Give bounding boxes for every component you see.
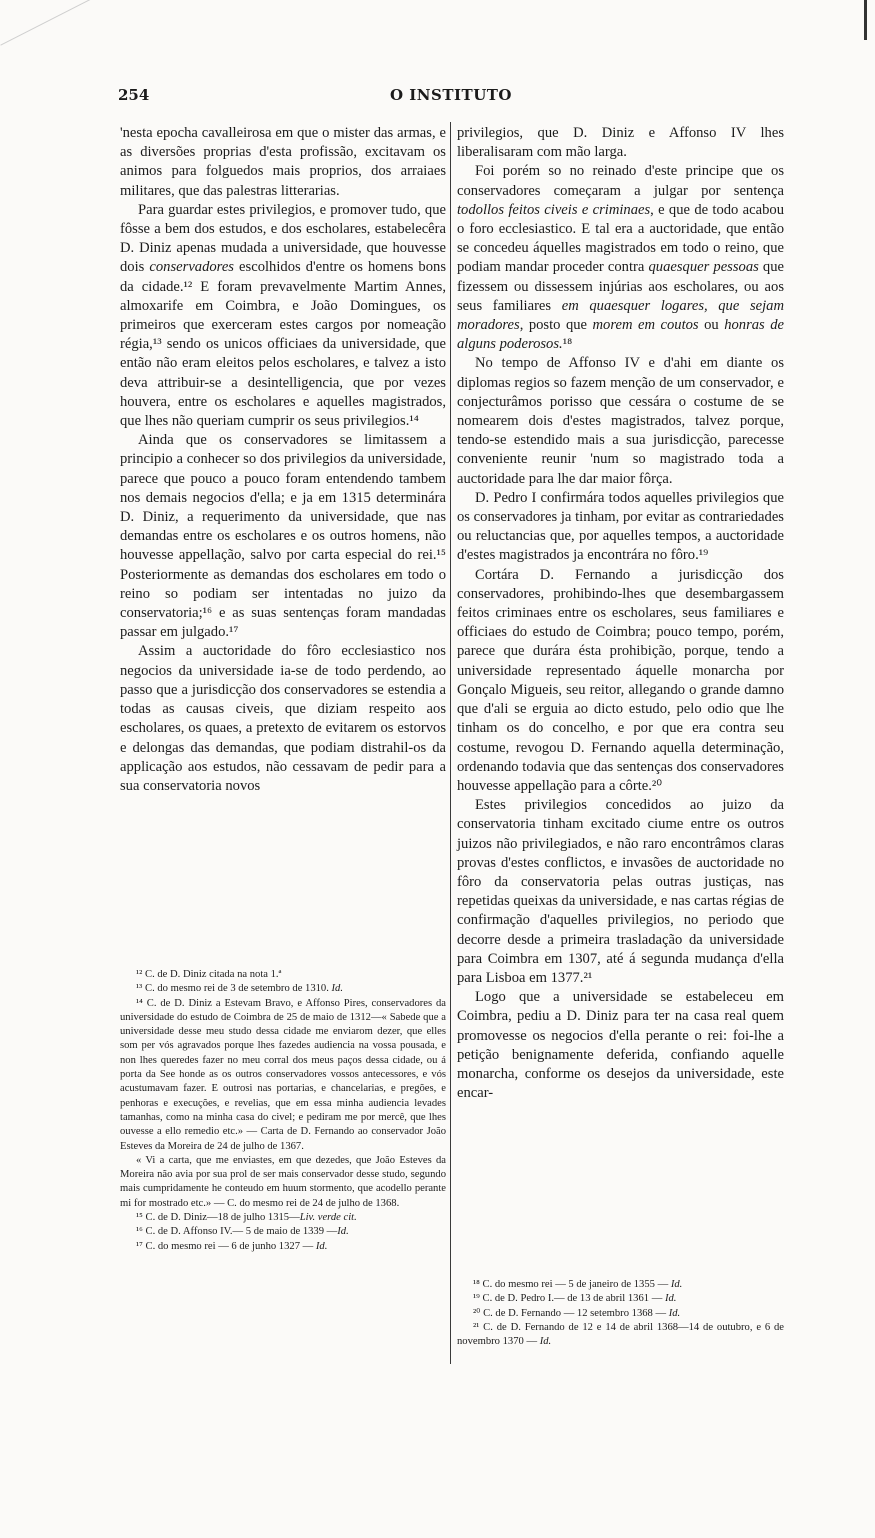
running-title: O INSTITUTO xyxy=(390,86,512,104)
paragraph: Logo que a universidade se estabeleceu em Coimbra, pediu a D. Diniz para ter na casa real quem promovesse os negocios d'ella perante o rei: foi-lhe a petição benignamente deferida, confiando aquelle monarcha, conforme os desejos da universidade, este encar- xyxy=(457,989,784,1102)
column-divider xyxy=(450,122,451,1364)
running-header xyxy=(118,86,784,108)
edge-mark xyxy=(864,0,867,40)
footnote: ¹³ C. do mesmo rei de 3 de setembro de 1310. Id. xyxy=(136,983,344,995)
page-number: 254 xyxy=(118,86,150,104)
paragraph: Estes privilegios concedidos ao juizo da conservatoria tinham excitado ciume entre os outros juizos não privilegiados, e não raro encontrâmos claras provas d'estes conflictos, e invasões de auctoridade no fôro da conservatoria pelas outras justiças, nas repetidas queixas da universidade, e nas cartas régias de confirmação d'aquelles privilegios, no periodo que decorre desde a primeira trasladação da universidade para Coimbra em 1307, até á segunda mudança d'ella para Lisboa em 1377.²¹ xyxy=(457,797,785,986)
paragraph: Ainda que os conservadores se limitassem a principio a conhecer so dos privilegios da universidade, parece que pouco a pouco foram entendendo tambem nos demais negocios d'ella; e ja em 1315 determinára D. Diniz, a requerimento da universidade, que nas demandas entre os escholares e os outros homens, não houvesse appellação, salvo por carta especial do rei.¹⁵ Posteriormente as demandas dos escholares em todo o reino so podiam ser intentadas no juizo da conservatoria;¹⁶ e as suas sentenças foram mandadas passar em julgado.¹⁷ xyxy=(120,432,446,641)
paragraph: Para guardar estes privilegios, e promover tudo, que fôsse a bem dos estudos, e dos escholares, estabelecêra D. Diniz apenas mudada a universidade, que houvesse dois conservadores escolhidos d'entre os homens bons da cidade.¹² E foram prevavelmente Martim Annes, almoxarife em Coimbra, e João Domingues, os primeiros que exerceram estes cargos por nomeação régia,¹³ sendo os unicos officiaes da universidade, que então não eram eleitos pelos escholares, e talvez a isto deva attribuir-se a desintelligencia, que por vezes houvera, entre os escholares e aquelles magistrados, que lhes não queriam cumprir os seus privilegios.¹⁴ xyxy=(120,201,446,430)
paragraph: Assim a auctoridade do fôro ecclesiastico nos negocios da universidade ia-se de todo perdendo, ao passo que a jurisdicção dos conservadores se estendia a todas as causas civeis, que diziam respeito aos escholares, os quaes, a pretexto de evitarem os estorvos e delongas das demandas, que podiam distrahil-os da applicação aos estudos, não cessavam de pedir para a sua conservatoria novos xyxy=(120,643,446,794)
paragraph: Foi porém so no reinado d'este principe que os conservadores começaram a julgar por sentença todollos feitos civeis e criminaes, e que de todo acabou o foro ecclesiastico. E tal era a auctoridade, que então se concedeu áquelles magistrados em todo o reino, que podiam mandar proceder contra quaesquer pessoas que fizessem ou dissessem injúrias aos escholares, ou aos seus familiares em quaesquer logares, que sejam moradores, posto que morem em coutos ou honras de alguns poderosos.¹⁸ xyxy=(457,163,784,353)
paragraph: Cortára D. Fernando a jurisdicção dos conservadores, prohibindo-lhes que desembargassem feitos criminaes entre os escholares, seus familiares e officiaes do estudo de Coimbra; pouco tempo, porém, parece que durára ésta prohibição, porque, tendo a universidade representado áquelle monarcha por Gonçalo Migueis, seu reitor, allegando o grande damno que d'ali se erguia ao dicto estudo, pelo odio que lhe tinham os do concelho, e por que era contra seu costume, revogou D. Fernando aquella determinação, ordenando todavia que das sentenças dos conservadores houvesse appellação para a côrte.²⁰ xyxy=(457,566,784,794)
footnote: ¹⁶ C. de D. Affonso IV.— 5 de maio de 1339 —Id. xyxy=(136,1226,349,1238)
footnote: ²⁰ C. de D. Fernando — 12 setembro 1368 — Id. xyxy=(473,1307,681,1319)
footnote: « Vi a carta, que me enviastes, em que dezedes, que João Esteves da Moreira não avia por sua prol de ser mais conservador desse studo, segundo mais cumpridamente he conteudo em huum stormento, que acodello perante mi for mostrado etc.» — C. do mesmo rei de 24 de julho de 1368. xyxy=(120,1154,446,1209)
footnote: ¹⁵ C. de D. Diniz—18 de julho 1315—Liv. verde cit. xyxy=(136,1212,357,1224)
footnote: ¹⁹ C. de D. Pedro I.— de 13 de abril 1361 — Id. xyxy=(473,1293,677,1305)
paragraph: 'nesta epocha cavalleirosa em que o mister das armas, e as diversões proprias d'esta profissão, excitavam os animos para folguedos mais proprios, dos arraiaes militares, que das palestras litterarias. xyxy=(120,125,446,199)
right-column xyxy=(457,124,784,1103)
footnote: ¹² C. de D. Diniz citada na nota 1.ª xyxy=(136,969,282,980)
footnote: ²¹ C. de D. Fernando de 12 e 14 de abril 1368—14 de outubro, e 6 de novembro 1370 — Id. xyxy=(457,1321,784,1348)
footnote: ¹⁸ C. do mesmo rei — 5 de janeiro de 1355 — Id. xyxy=(473,1279,683,1290)
paragraph: No tempo de Affonso IV e d'ahi em diante os diplomas regios so fazem menção de um conservador, e conjecturâmos porisso que cessára o costume de se nomearem dois d'estes magistrados, talvez porque, tendo-se estendido mais a sua jurisdicção, parecesse conveniente reunir 'num so magistrado toda a auctoridade para lhe dar maior fôrça. xyxy=(457,355,784,487)
footnotes-left xyxy=(120,968,446,1254)
footnotes-right xyxy=(457,1278,784,1349)
left-column xyxy=(120,124,446,796)
footnote: ¹⁴ C. de D. Diniz a Estevam Bravo, e Affonso Pires, conservadores da universidade do estudo de Coimbra de 25 de maio de 1312—« Sabede que a universidade desse meu studo dessa cidade me enviarom dezer, que elles som per vós agravados porque lhes fazedes audiencia na vossa pousada, e non lhes queredes fazer no meu corral dos meus paços dessa cidade, ou á porta da See honde as os outros conservadores vossos antecessores, e vós acustumavam fazer. E outrosi nas portarias, e chancelarias, e pregões, e penhoras e execuções, e revelias, que em essa minha audiencia levades tamanhas, como na minha casa do civel; e pediram me por mercê, que lhes ouvesse a ello remedio etc.» — Carta de D. Fernando ao conservador João Esteves da Moreira de 24 de julho de 1367. xyxy=(120,997,446,1152)
paragraph: privilegios, que D. Diniz e Affonso IV lhes liberalisaram com mão larga. xyxy=(457,125,784,161)
footnote: ¹⁷ C. do mesmo rei — 6 de junho 1327 — Id. xyxy=(136,1240,328,1252)
paragraph: D. Pedro I confirmára todos aquelles privilegios que os conservadores ja tinham, por evitar as contrariedades ou reluctancias que, por aquelles tempos, a auctoridade d'estes magistrados ja encontrára no fôro.¹⁹ xyxy=(457,489,784,564)
